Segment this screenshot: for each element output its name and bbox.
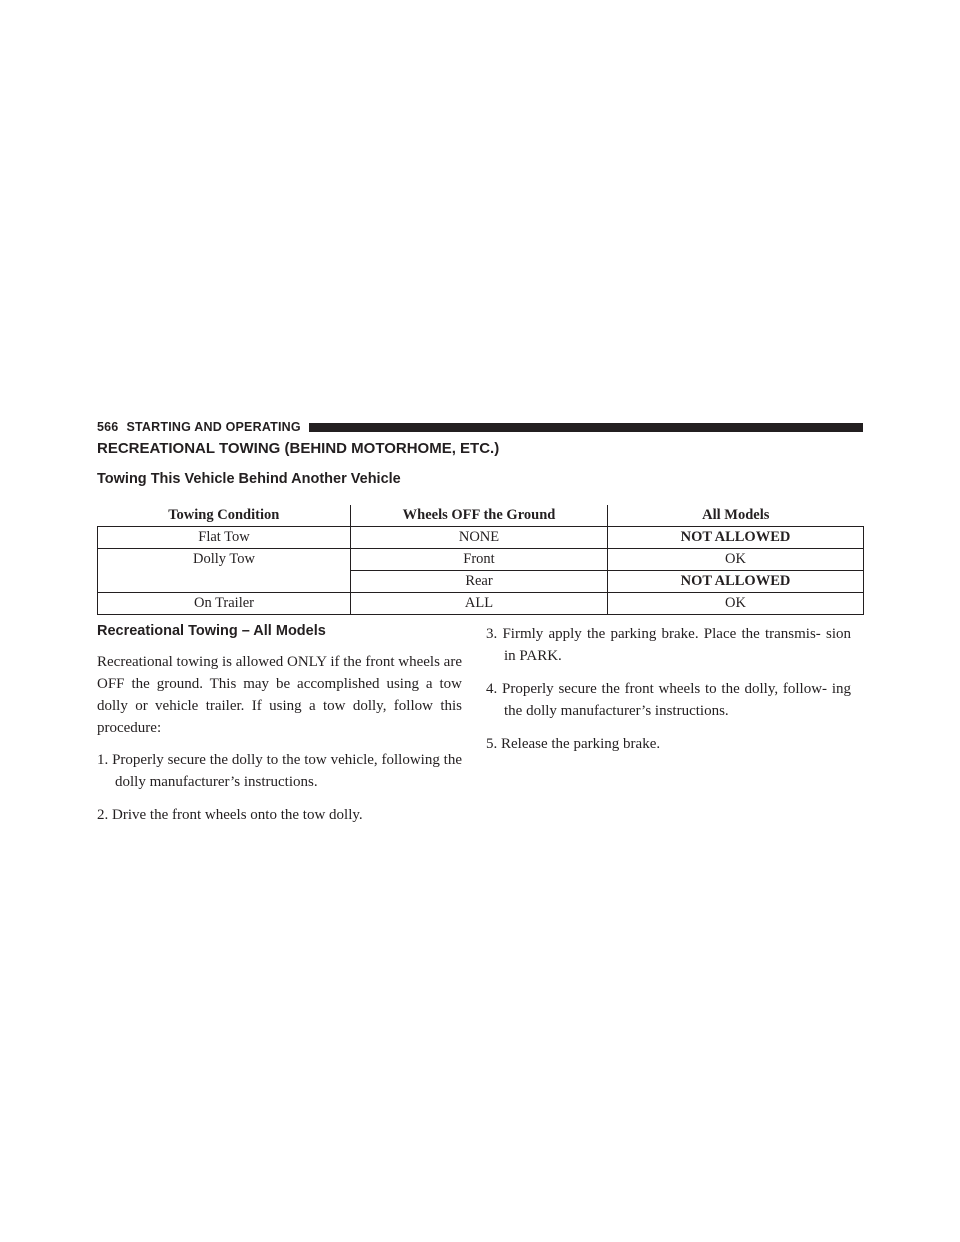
table-row xyxy=(98,549,864,571)
cell-wheels: Rear xyxy=(351,571,608,593)
step-3: 3. Firmly apply the parking brake. Place the transmis- sion in PARK. xyxy=(486,626,851,664)
cell-condition: Flat Tow xyxy=(98,527,351,549)
header-towing-condition: Towing Condition xyxy=(98,505,351,527)
header-wheels-off-ground: Wheels OFF the Ground xyxy=(351,505,608,527)
cell-models: NOT ALLOWED xyxy=(608,527,864,549)
page-number: 566 xyxy=(97,420,119,434)
cell-models: NOT ALLOWED xyxy=(608,571,864,593)
step-1: 1. Properly secure the dolly to the tow vehicle, following the dolly manufacturer’s instructions. xyxy=(97,752,462,790)
towing-table xyxy=(97,505,864,615)
section-name: STARTING AND OPERATING xyxy=(126,420,301,434)
cell-wheels: NONE xyxy=(351,527,608,549)
step-5: 5. Release the parking brake. xyxy=(486,736,661,752)
table-row xyxy=(98,527,864,549)
cell-wheels: ALL xyxy=(351,593,608,615)
intro-paragraph: Recreational towing is allowed ONLY if the front wheels are OFF the ground. This may be accomplished using a tow dolly or vehicle trailer. If using a tow dolly, follow this procedure: xyxy=(97,654,462,736)
header-rule xyxy=(309,423,863,432)
cell-models: OK xyxy=(608,593,864,615)
table-row xyxy=(98,593,864,615)
header-all-models: All Models xyxy=(608,505,864,527)
left-column xyxy=(97,623,462,837)
cell-condition: On Trailer xyxy=(98,593,351,615)
section-heading: Recreational Towing – All Models xyxy=(97,623,326,639)
main-title: RECREATIONAL TOWING (BEHIND MOTORHOME, ETC.) xyxy=(97,440,500,457)
right-column xyxy=(486,623,851,766)
step-2: 2. Drive the front wheels onto the tow dolly. xyxy=(97,807,363,823)
cell-condition: Dolly Tow xyxy=(98,549,351,593)
running-header xyxy=(97,419,863,435)
table-header-row xyxy=(98,505,864,527)
step-4: 4. Properly secure the front wheels to the dolly, follow- ing the dolly manufacturer’s instructions. xyxy=(486,681,851,719)
subtitle: Towing This Vehicle Behind Another Vehicle xyxy=(97,471,401,487)
cell-wheels: Front xyxy=(351,549,608,571)
cell-models: OK xyxy=(608,549,864,571)
